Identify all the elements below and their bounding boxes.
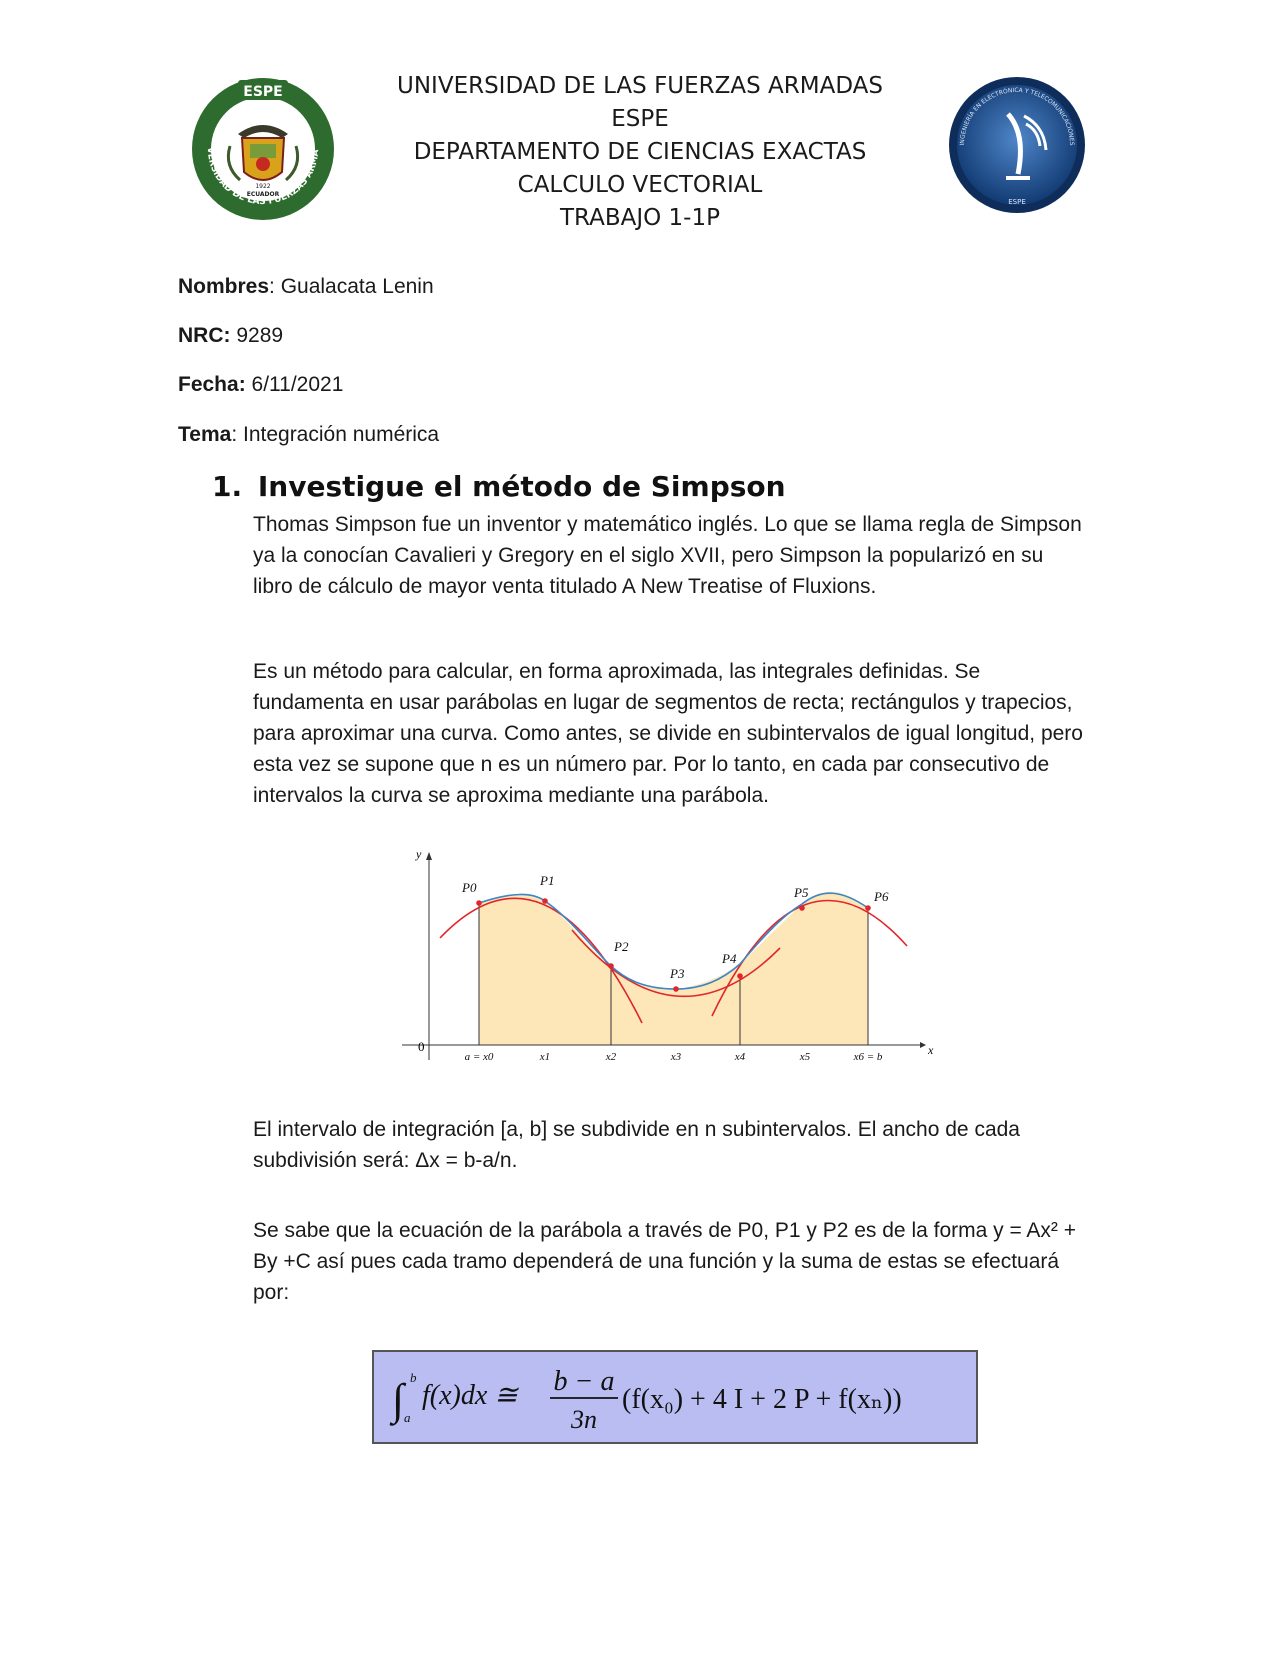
telecom-logo — [948, 74, 1086, 216]
espe-logo-center-text: ECUADOR — [246, 191, 280, 198]
tick-x6: x6 = b — [853, 1051, 883, 1063]
telecom-logo-ring-text: INGENIERÍA EN ELECTRÓNICA Y TELECOMUNICACIONES — [958, 86, 1076, 146]
label-p6: P6 — [874, 889, 889, 904]
label-p5: P5 — [794, 885, 809, 900]
point-p2 — [608, 963, 614, 969]
point-p5 — [799, 905, 805, 911]
x-axis-label: x — [928, 1043, 934, 1057]
paragraph-interval: El intervalo de integración [a, b] se subdivide en n subintervalos. El ancho de cada subdivisión será: Δx = b-a/n. — [253, 1118, 1020, 1172]
integral-sign-icon: ∫ — [392, 1375, 405, 1424]
point-p3 — [673, 986, 679, 992]
header-espe: ESPE — [611, 106, 669, 132]
formula-upper-limit: b — [410, 1370, 417, 1385]
field-fecha — [178, 373, 343, 397]
field-nombres-value: : Gualacata Lenin — [269, 275, 434, 298]
section-number: 1. — [212, 470, 243, 503]
point-p1 — [542, 898, 548, 904]
header-assignment: TRABAJO 1-1P — [560, 205, 720, 231]
label-p4: P4 — [722, 951, 737, 966]
label-p3: P3 — [670, 966, 685, 981]
paragraph-parabola-equation: Se sabe que la ecuación de la parábola a través de P0, P1 y P2 es de la forma y = Ax² + By +C así pues cada tramo dependerá de una función y la suma de estas se efectuará por: — [253, 1219, 1077, 1304]
espe-logo-ring-text: VERSIDAD DE LAS FUERZAS ARMA — [204, 146, 322, 208]
field-fecha-label: Fecha: — [178, 373, 246, 396]
tick-x5: x5 — [799, 1051, 811, 1063]
origin-label: 0 — [418, 1039, 425, 1054]
field-nrc-value: 9289 — [230, 324, 284, 347]
field-tema-label: Tema — [178, 423, 232, 446]
label-p0: P0 — [462, 880, 477, 895]
point-p0 — [476, 900, 482, 906]
field-nombres — [178, 275, 434, 299]
espe-logo-top-text: ESPE — [243, 84, 283, 100]
simpson-figure — [402, 848, 942, 1068]
tick-x3: x3 — [670, 1051, 682, 1063]
field-fecha-value: 6/11/2021 — [245, 373, 344, 396]
tick-x2: x2 — [605, 1051, 617, 1063]
formula-numerator: b − a — [553, 1366, 615, 1397]
label-p2: P2 — [614, 939, 629, 954]
field-nrc — [178, 324, 283, 348]
paragraph-simpson-history: Thomas Simpson fue un inventor y matemático inglés. Lo que se llama regla de Simpson ya la conocían Cavalieri y Gregory en el siglo XVII, pero Simpson la popularizó en su libro de cálculo de mayor venta titulado A New Treatise of Fluxions. — [253, 513, 1082, 598]
point-p6 — [865, 905, 871, 911]
formula-rest: (f(x₀) + 4 I + 2 P + f(xₙ)) — [622, 1384, 902, 1415]
formula-integrand: f(x)dx ≅ — [422, 1380, 518, 1411]
formula-lower-limit: a — [404, 1410, 411, 1425]
field-tema-value: : Integración numérica — [231, 423, 440, 446]
simpson-formula — [372, 1350, 978, 1444]
tick-x1: x1 — [539, 1051, 551, 1063]
header-university: UNIVERSIDAD DE LAS FUERZAS ARMADAS — [397, 73, 883, 99]
field-tema — [178, 423, 439, 447]
telecom-logo-bottom-text: ESPE — [1008, 198, 1026, 206]
field-nrc-label: NRC: — [178, 324, 231, 347]
section-title: Investigue el método de Simpson — [257, 470, 786, 503]
formula-denominator: 3n — [571, 1405, 597, 1434]
header-department: DEPARTAMENTO DE CIENCIAS EXACTAS — [413, 139, 867, 165]
field-nombres-label: Nombres — [178, 275, 270, 298]
point-p4 — [737, 973, 743, 979]
espe-logo-year: 1922 — [255, 183, 271, 190]
espe-logo — [190, 76, 336, 222]
header-title-block — [340, 70, 940, 235]
tick-x4: x4 — [734, 1051, 746, 1063]
section-heading — [212, 470, 786, 503]
paragraph-method-description: Es un método para calcular, en forma aproximada, las integrales definidas. Se fundamenta en usar parábolas en lugar de segmentos de recta; rectángulos y trapecios, para aproximar una curva. Como antes, se divide en subintervalos de igual longitud, pero esta vez se supone que n es un número par. Por lo tanto, en cada par consecutivo de intervalos la curva se aproxima mediante una parábola. — [253, 660, 1083, 807]
header-course: CALCULO VECTORIAL — [517, 172, 763, 198]
y-axis-label: y — [416, 848, 422, 861]
label-p1: P1 — [540, 873, 555, 888]
tick-x0: a = x0 — [464, 1051, 494, 1063]
